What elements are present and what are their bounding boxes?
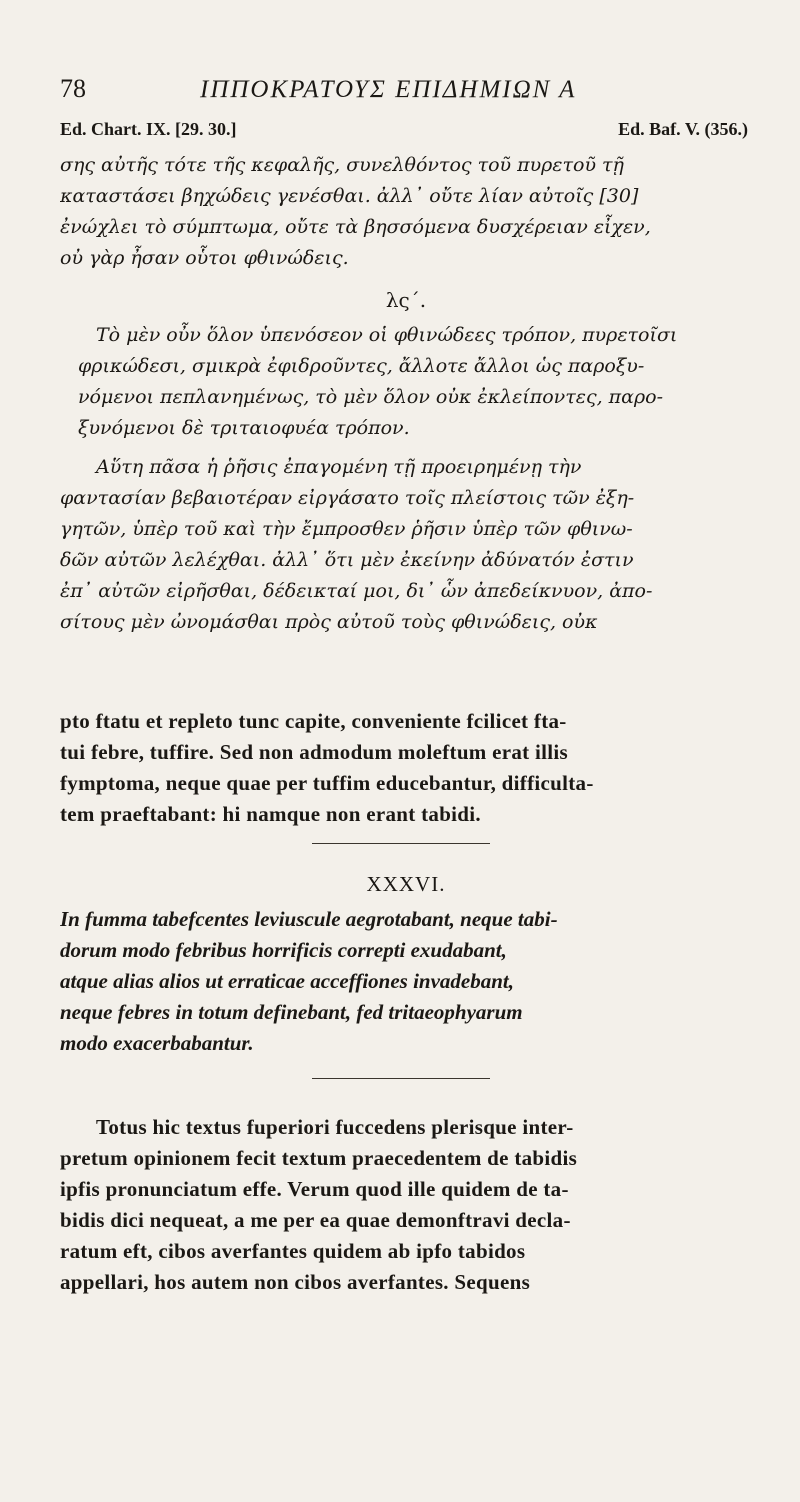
text-line: Totus hic textus fuperiori fuccedens plerisque inter- xyxy=(96,1115,574,1139)
text-line: γητῶν, ὑπὲρ τοῦ καὶ τὴν ἔμπροσθεν ῥῆσιν ὑπὲρ τῶν φθινω- xyxy=(60,518,633,540)
text-line: neque febres in totum definebant, fed tritaeophyarum xyxy=(60,1000,523,1024)
text-line: pretum opinionem fecit textum praecedentem de tabidis xyxy=(60,1146,578,1170)
text-line: καταστάσει βηχώδεις γενέσθαι. ἀλλ᾽ οὔτε λίαν αὐτοῖς [30] xyxy=(60,185,639,207)
running-head xyxy=(60,70,740,110)
text-line: ratum eft, cibos averfantes quidem ab ipfo tabidos xyxy=(60,1239,526,1263)
edition-reference xyxy=(60,119,748,149)
text-line: ἐπ᾽ αὐτῶν εἰρῆσθαι, δέδεικταί μοι, δι᾽ ὧν ἀπεδείκνυον, ἀπο- xyxy=(60,580,653,602)
greek-commentary xyxy=(60,452,752,638)
page-number: 78 xyxy=(60,74,86,103)
text-line: dorum modo febribus horrificis correpti exudabant, xyxy=(60,938,507,962)
text-line: φρικώδεσι, σμικρὰ ἐφιδροῦντες, ἄλλοτε ἄλλοι ὡς παροξυ- xyxy=(78,355,645,377)
text-line: atque alias alios ut erraticae acceffiones invadebant, xyxy=(60,969,515,993)
greek-lemma xyxy=(60,320,752,444)
text-line: ipfis pronunciatum effe. Verum quod ille quidem de ta- xyxy=(60,1177,569,1201)
text-line: bidis dici nequeat, a me per ea quae demonftravi decla- xyxy=(60,1208,571,1232)
edition-reference-chartier: Ed. Chart. IX. [29. 30.] xyxy=(60,119,237,139)
latin-lemma xyxy=(60,904,752,1059)
text-line: οὐ γὰρ ἦσαν οὗτοι φθινώδεις. xyxy=(60,247,349,269)
text-line: ξυνόμενοι δὲ τριταιοφυέα τρόπον. xyxy=(78,417,410,439)
section-divider xyxy=(312,843,490,844)
text-line: Αὕτη πᾶσα ἡ ῥῆσις ἐπαγομένη τῇ προειρημένῃ τὴν xyxy=(96,456,582,478)
text-line: φαντασίαν βεβαιοτέραν εἰργάσατο τοῖς πλείστοις τῶν ἐξη- xyxy=(60,487,635,509)
greek-text-continued xyxy=(60,150,752,274)
running-title: ΙΠΠΟΚΡΑΤΟΥΣ ΕΠΙΔΗΜΙΩΝ Α xyxy=(200,76,577,103)
text-line: fymptoma, neque quae per tuffim educebantur, difficulta- xyxy=(60,771,594,795)
text-line: tui febre, tuffire. Sed non admodum moleftum erat illis xyxy=(60,740,569,764)
text-line: pto ftatu et repleto tunc capite, conveniente fcilicet fta- xyxy=(60,709,567,733)
text-line: modo exacerbabantur. xyxy=(60,1031,254,1055)
text-line: ἐνώχλει τὸ σύμπτωμα, οὔτε τὰ βησσόμενα δυσχέρειαν εἶχεν, xyxy=(60,216,651,238)
edition-reference-basel: Ed. Baf. V. (356.) xyxy=(618,119,748,139)
text-line: Τὸ μὲν οὖν ὅλον ὑπενόσεον οἱ φθινώδεες τρόπον, πυρετοῖσι xyxy=(96,324,678,346)
greek-section-number: λς΄. xyxy=(385,288,427,312)
text-line: νόμενοι πεπλανημένως, τὸ μὲν ὅλον οὐκ ἐκλείποντες, παρο- xyxy=(78,386,664,408)
text-line: In fumma tabefcentes leviuscule aegrotabant, neque tabi- xyxy=(60,907,558,931)
latin-translation-continued xyxy=(60,706,752,830)
text-line: appellari, hos autem non cibos averfantes. Sequens xyxy=(60,1270,531,1294)
section-divider xyxy=(312,1078,490,1079)
text-line: tem praeftabant: hi namque non erant tabidi. xyxy=(60,802,481,826)
latin-commentary xyxy=(60,1112,752,1298)
text-line: δῶν αὐτῶν λελέχθαι. ἀλλ᾽ ὅτι μὲν ἐκείνην ἀδύνατόν ἐστιν xyxy=(60,549,634,571)
text-line: σης αὐτῆς τότε τῆς κεφαλῆς, συνελθόντος τοῦ πυρετοῦ τῇ xyxy=(60,154,624,176)
text-line: σίτους μὲν ὠνομάσθαι πρὸς αὐτοῦ τοὺς φθινώδεις, οὐκ xyxy=(60,611,598,633)
latin-section-number: XXXVI. xyxy=(366,872,446,896)
